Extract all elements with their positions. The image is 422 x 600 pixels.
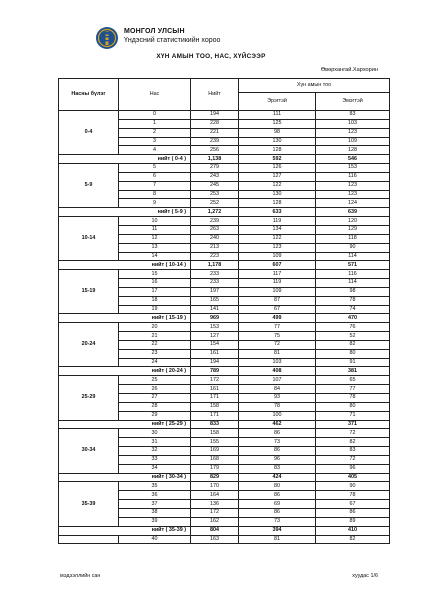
female-cell: 77: [316, 385, 390, 394]
female-cell: 103: [316, 119, 390, 128]
table-row: [59, 270, 390, 279]
subtotal-total-cell: 1,178: [191, 261, 239, 270]
org-line1: МОНГОЛ УЛСЫН: [124, 28, 185, 35]
age-cell: 23: [119, 349, 191, 358]
male-cell: 122: [239, 181, 316, 190]
female-cell: 114: [316, 252, 390, 261]
subtotal-male-cell: 394: [239, 526, 316, 535]
female-cell: 116: [316, 172, 390, 181]
male-cell: 134: [239, 225, 316, 234]
age-cell: 7: [119, 181, 191, 190]
female-cell: 98: [316, 287, 390, 296]
male-cell: 69: [239, 500, 316, 509]
total-cell: 158: [191, 402, 239, 411]
total-cell: 136: [191, 500, 239, 509]
total-cell: 252: [191, 199, 239, 208]
female-cell: 80: [316, 402, 390, 411]
subtotal-total-cell: 969: [191, 314, 239, 323]
total-cell: 279: [191, 164, 239, 173]
subtotal-label: нийт ( 20-24 ): [59, 367, 191, 376]
table-row: [59, 376, 390, 385]
age-cell: 37: [119, 500, 191, 509]
male-cell: 109: [239, 252, 316, 261]
total-cell: 194: [191, 111, 239, 120]
male-cell: 75: [239, 332, 316, 341]
subtotal-total-cell: 1,272: [191, 208, 239, 217]
table-row: [59, 217, 390, 226]
age-cell: 21: [119, 332, 191, 341]
male-cell: 109: [239, 287, 316, 296]
male-cell: 86: [239, 429, 316, 438]
subtotal-row: [59, 420, 390, 429]
population-table: [58, 78, 390, 544]
table-row: [59, 429, 390, 438]
age-cell: 34: [119, 464, 191, 473]
female-cell: 153: [316, 164, 390, 173]
female-cell: 78: [316, 491, 390, 500]
total-cell: 169: [191, 447, 239, 456]
subtotal-male-cell: 424: [239, 473, 316, 482]
male-cell: 72: [239, 340, 316, 349]
subtotal-label: нийт ( 25-29 ): [59, 420, 191, 429]
subtotal-row: [59, 473, 390, 482]
page-title: ХҮН АМЫН ТОО, НАС, ХҮЙСЭЭР: [156, 53, 266, 60]
age-group-cell: 5-9: [59, 164, 119, 208]
male-cell: 111: [239, 111, 316, 120]
soyombo-emblem-icon: [95, 26, 119, 50]
age-cell: 28: [119, 402, 191, 411]
male-cell: 128: [239, 146, 316, 155]
female-cell: 123: [316, 190, 390, 199]
female-cell: 78: [316, 296, 390, 305]
total-cell: 127: [191, 332, 239, 341]
female-cell: 114: [316, 279, 390, 288]
subtotal-male-cell: 499: [239, 314, 316, 323]
male-cell: 83: [239, 464, 316, 473]
male-cell: 73: [239, 517, 316, 526]
male-cell: 78: [239, 402, 316, 411]
female-cell: 82: [316, 438, 390, 447]
org-line2: Үндэсний статистикийн хороо: [124, 37, 221, 44]
age-group-cell: 20-24: [59, 323, 119, 367]
female-cell: 128: [316, 146, 390, 155]
age-cell: 6: [119, 172, 191, 181]
female-cell: 124: [316, 199, 390, 208]
subtotal-male-cell: 408: [239, 367, 316, 376]
female-cell: 90: [316, 243, 390, 252]
col-header-total: Нийт: [191, 79, 239, 111]
female-cell: 72: [316, 429, 390, 438]
age-group-cell: 15-19: [59, 270, 119, 314]
female-cell: 120: [316, 217, 390, 226]
age-cell: 0: [119, 111, 191, 120]
age-cell: 15: [119, 270, 191, 279]
age-cell: 31: [119, 438, 191, 447]
age-cell: 22: [119, 340, 191, 349]
male-cell: 86: [239, 447, 316, 456]
subtotal-male-cell: 462: [239, 420, 316, 429]
age-cell: 14: [119, 252, 191, 261]
male-cell: 80: [239, 482, 316, 491]
subtotal-label: нийт ( 15-19 ): [59, 314, 191, 323]
female-cell: 82: [316, 340, 390, 349]
female-cell: 116: [316, 270, 390, 279]
table-row: [59, 323, 390, 332]
col-header-male: Эрэгтэй: [239, 93, 316, 111]
subtotal-male-cell: 633: [239, 208, 316, 217]
total-cell: 223: [191, 252, 239, 261]
age-cell: 1: [119, 119, 191, 128]
subtotal-total-cell: 833: [191, 420, 239, 429]
male-cell: 127: [239, 172, 316, 181]
total-cell: 253: [191, 190, 239, 199]
total-cell: 161: [191, 385, 239, 394]
male-cell: 86: [239, 491, 316, 500]
age-cell: 38: [119, 508, 191, 517]
subtotal-row: [59, 367, 390, 376]
age-group-cell: 30-34: [59, 429, 119, 473]
table-row: [59, 164, 390, 173]
male-cell: 96: [239, 455, 316, 464]
age-cell: 29: [119, 411, 191, 420]
age-cell: 2: [119, 128, 191, 137]
total-cell: 221: [191, 128, 239, 137]
female-cell: 72: [316, 455, 390, 464]
male-cell: 119: [239, 217, 316, 226]
age-cell: 25: [119, 376, 191, 385]
age-cell: 19: [119, 305, 191, 314]
subtotal-female-cell: 546: [316, 155, 390, 164]
subtotal-female-cell: 470: [316, 314, 390, 323]
table-row: [59, 535, 390, 544]
age-cell: 32: [119, 447, 191, 456]
footer-page-number: хуудас 1/6: [352, 573, 378, 579]
age-cell: 8: [119, 190, 191, 199]
subtotal-total-cell: 789: [191, 367, 239, 376]
age-cell: 33: [119, 455, 191, 464]
total-cell: 179: [191, 464, 239, 473]
subtotal-male-cell: 592: [239, 155, 316, 164]
subtotal-total-cell: 1,138: [191, 155, 239, 164]
total-cell: 197: [191, 287, 239, 296]
age-cell: 5: [119, 164, 191, 173]
male-cell: 103: [239, 358, 316, 367]
female-cell: 83: [316, 447, 390, 456]
female-cell: 83: [316, 111, 390, 120]
subtotal-label: нийт ( 0-4 ): [59, 155, 191, 164]
female-cell: 96: [316, 464, 390, 473]
total-cell: 263: [191, 225, 239, 234]
female-cell: 82: [316, 535, 390, 544]
total-cell: 243: [191, 172, 239, 181]
female-cell: 123: [316, 181, 390, 190]
total-cell: 228: [191, 119, 239, 128]
female-cell: 71: [316, 411, 390, 420]
male-cell: 67: [239, 305, 316, 314]
male-cell: 87: [239, 296, 316, 305]
age-cell: 13: [119, 243, 191, 252]
age-group-cell: 10-14: [59, 217, 119, 261]
subtotal-row: [59, 526, 390, 535]
subtotal-female-cell: 639: [316, 208, 390, 217]
subtotal-female-cell: 571: [316, 261, 390, 270]
male-cell: 130: [239, 190, 316, 199]
age-cell: 30: [119, 429, 191, 438]
female-cell: 67: [316, 500, 390, 509]
subtotal-label: нийт ( 30-34 ): [59, 473, 191, 482]
female-cell: 123: [316, 128, 390, 137]
subtotal-female-cell: 371: [316, 420, 390, 429]
age-cell: 17: [119, 287, 191, 296]
male-cell: 122: [239, 234, 316, 243]
female-cell: 109: [316, 137, 390, 146]
age-group-cell: 0-4: [59, 111, 119, 155]
total-cell: 171: [191, 394, 239, 403]
male-cell: 84: [239, 385, 316, 394]
total-cell: 162: [191, 517, 239, 526]
age-cell: 26: [119, 385, 191, 394]
male-cell: 130: [239, 137, 316, 146]
age-cell: 24: [119, 358, 191, 367]
total-cell: 155: [191, 438, 239, 447]
age-cell: 40: [119, 535, 191, 544]
total-cell: 172: [191, 376, 239, 385]
male-cell: 117: [239, 270, 316, 279]
female-cell: 78: [316, 394, 390, 403]
age-cell: 39: [119, 517, 191, 526]
age-cell: 10: [119, 217, 191, 226]
region-label: Өвөрхангай.Хархорин: [320, 67, 378, 73]
total-cell: 171: [191, 411, 239, 420]
total-cell: 170: [191, 482, 239, 491]
age-cell: 4: [119, 146, 191, 155]
total-cell: 213: [191, 243, 239, 252]
total-cell: 163: [191, 535, 239, 544]
subtotal-male-cell: 607: [239, 261, 316, 270]
col-header-age-group: Насны бүлэг: [59, 79, 119, 111]
total-cell: 168: [191, 455, 239, 464]
total-cell: 161: [191, 349, 239, 358]
col-header-population: Хүн амын тоо: [239, 79, 390, 93]
subtotal-female-cell: 381: [316, 367, 390, 376]
male-cell: 128: [239, 199, 316, 208]
subtotal-total-cell: 829: [191, 473, 239, 482]
age-cell: 16: [119, 279, 191, 288]
male-cell: 107: [239, 376, 316, 385]
total-cell: 194: [191, 358, 239, 367]
age-cell: 3: [119, 137, 191, 146]
total-cell: 239: [191, 137, 239, 146]
age-cell: 36: [119, 491, 191, 500]
total-cell: 239: [191, 217, 239, 226]
male-cell: 119: [239, 279, 316, 288]
age-group-cell: 25-29: [59, 376, 119, 420]
subtotal-label: нийт ( 10-14 ): [59, 261, 191, 270]
female-cell: 76: [316, 323, 390, 332]
subtotal-label: нийт ( 5-9 ): [59, 208, 191, 217]
col-header-age: Нас: [119, 79, 191, 111]
age-group-cell: 35-39: [59, 482, 119, 526]
table-row: [59, 111, 390, 120]
male-cell: 100: [239, 411, 316, 420]
age-group-cell: [59, 535, 119, 544]
male-cell: 93: [239, 394, 316, 403]
footer-source: мэдээллийн сан: [60, 573, 101, 579]
male-cell: 123: [239, 243, 316, 252]
total-cell: 164: [191, 491, 239, 500]
total-cell: 153: [191, 323, 239, 332]
female-cell: 86: [316, 508, 390, 517]
total-cell: 256: [191, 146, 239, 155]
male-cell: 125: [239, 119, 316, 128]
male-cell: 81: [239, 535, 316, 544]
age-cell: 9: [119, 199, 191, 208]
age-cell: 18: [119, 296, 191, 305]
age-cell: 35: [119, 482, 191, 491]
table-row: [59, 482, 390, 491]
total-cell: 233: [191, 279, 239, 288]
male-cell: 98: [239, 128, 316, 137]
female-cell: 52: [316, 332, 390, 341]
total-cell: 172: [191, 508, 239, 517]
col-header-female: Эмэгтэй: [316, 93, 390, 111]
female-cell: 90: [316, 482, 390, 491]
organization-name: [124, 27, 220, 45]
age-cell: 11: [119, 225, 191, 234]
age-cell: 27: [119, 394, 191, 403]
total-cell: 141: [191, 305, 239, 314]
male-cell: 126: [239, 164, 316, 173]
age-cell: 12: [119, 234, 191, 243]
male-cell: 81: [239, 349, 316, 358]
female-cell: 118: [316, 234, 390, 243]
subtotal-label: нийт ( 35-39 ): [59, 526, 191, 535]
male-cell: 77: [239, 323, 316, 332]
male-cell: 86: [239, 508, 316, 517]
total-cell: 245: [191, 181, 239, 190]
subtotal-female-cell: 405: [316, 473, 390, 482]
total-cell: 158: [191, 429, 239, 438]
female-cell: 91: [316, 358, 390, 367]
total-cell: 233: [191, 270, 239, 279]
total-cell: 154: [191, 340, 239, 349]
female-cell: 89: [316, 517, 390, 526]
total-cell: 240: [191, 234, 239, 243]
subtotal-female-cell: 410: [316, 526, 390, 535]
subtotal-row: [59, 261, 390, 270]
female-cell: 74: [316, 305, 390, 314]
male-cell: 73: [239, 438, 316, 447]
subtotal-total-cell: 804: [191, 526, 239, 535]
subtotal-row: [59, 155, 390, 164]
subtotal-row: [59, 314, 390, 323]
total-cell: 165: [191, 296, 239, 305]
female-cell: 129: [316, 225, 390, 234]
female-cell: 80: [316, 349, 390, 358]
female-cell: 65: [316, 376, 390, 385]
subtotal-row: [59, 208, 390, 217]
age-cell: 20: [119, 323, 191, 332]
